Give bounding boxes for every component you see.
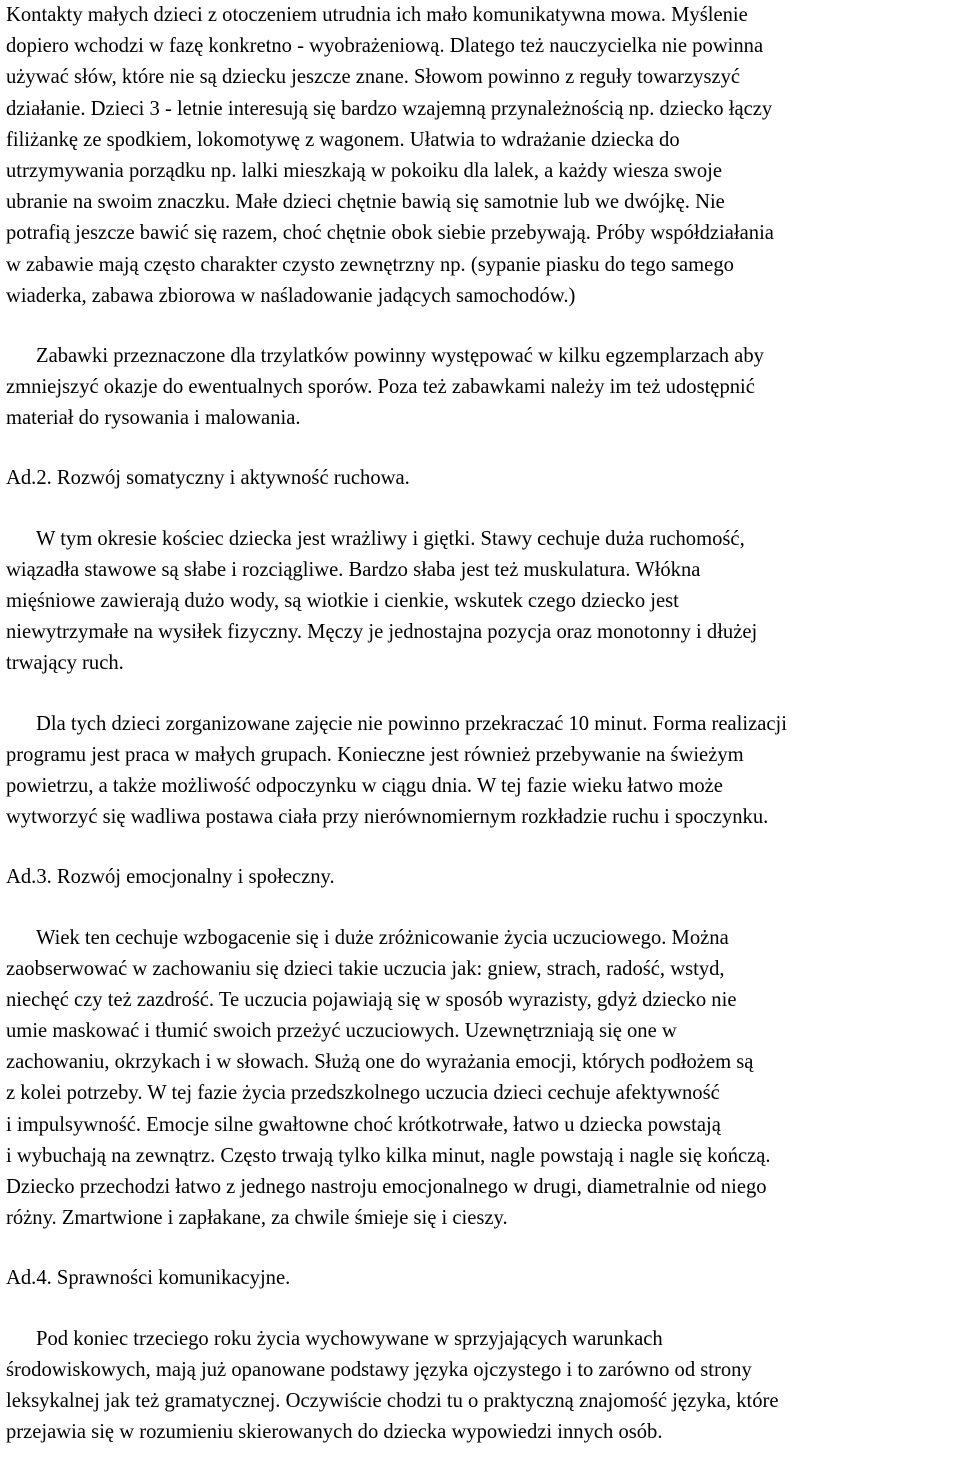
text-line: przejawia się w rozumieniu skierowanych do dziecka wypowiedzi innych osób.	[6, 1421, 663, 1444]
paragraph-1	[6, 0, 958, 312]
section-heading-4: Ad.4. Sprawności komunikacyjne.	[6, 1267, 291, 1290]
paragraph-gap	[6, 894, 958, 923]
paragraph-6	[6, 1324, 958, 1449]
text-line: zaobserwować w zachowaniu się dzieci takie uczucia jak: gniew, strach, radość, wstyd,	[6, 957, 725, 980]
text-line: niewytrzymałe na wysiłek fizyczny. Męczy je jednostajna pozycja oraz monotonny i dłużej	[6, 621, 758, 644]
text-line: środowiskowych, mają już opanowane podstawy języka ojczystego i to zarówno od strony	[6, 1358, 752, 1381]
paragraph-gap	[6, 1295, 958, 1324]
text-line: Pod koniec trzeciego roku życia wychowywane w sprzyjających warunkach	[36, 1327, 663, 1350]
text-line: wiaderka, zabawa zbiorowa w naśladowanie jadących samochodów.)	[6, 284, 576, 307]
text-line: i impulsywność. Emocje silne gwałtowne choć krótkotrwałe, łatwo u dziecka powstają	[6, 1113, 721, 1136]
text-line: filiżankę ze spodkiem, lokomotywę z wagonem. Ułatwia to wdrażanie dziecka do	[6, 128, 680, 151]
text-line: dopiero wchodzi w fazę konkretno - wyobrażeniową. Dlatego też nauczycielka nie powinna	[6, 35, 764, 58]
paragraph-gap	[6, 833, 958, 862]
text-line: z kolei potrzeby. W tej fazie życia przedszkolnego uczucia dzieci cechuje afektywność	[6, 1082, 720, 1105]
text-line: trwający ruch.	[6, 652, 124, 675]
text-line: wiązadła stawowe są słabe i rozciągliwe. Bardzo słaba jest też muskulatura. Włókna	[6, 558, 701, 581]
text-line: Wiek ten cechuje wzbogacenie się i duże zróżnicowanie życia uczuciowego. Można	[36, 926, 729, 949]
text-line: zmniejszyć okazje do ewentualnych sporów. Poza też zabawkami należy im też udostępnić	[6, 376, 755, 399]
text-line: działanie. Dzieci 3 - letnie interesują się bardzo wzajemną przynależnością np. dziecko łączy	[6, 97, 773, 120]
text-line: niechęć czy też zazdrość. Te uczucia pojawiają się w sposób wyrazisty, gdyż dziecko nie	[6, 988, 737, 1011]
text-line: Dla tych dzieci zorganizowane zajęcie nie powinno przekraczać 10 minut. Forma realizacji	[36, 712, 787, 735]
text-line: zachowaniu, okrzykach i w słowach. Służą one do wyrażania emocji, których podłożem są	[6, 1051, 754, 1074]
text-line: umie maskować i tłumić swoich przeżyć uczuciowych. Uzewnętrzniają się one w	[6, 1020, 677, 1043]
text-line: materiał do rysowania i malowania.	[6, 407, 301, 430]
text-line: używać słów, które nie są dziecku jeszcze znane. Słowom powinno z reguły towarzyszyć	[6, 66, 741, 89]
paragraph-gap	[6, 495, 958, 524]
text-line: potrafią jeszcze bawić się razem, choć chętnie obok siebie przebywają. Próby współdziałania	[6, 222, 774, 245]
text-line: mięśniowe zawierają dużo wody, są wiotkie i cienkie, wskutek czego dziecko jest	[6, 590, 679, 612]
text-line: w zabawie mają często charakter czysto zewnętrzny np. (sypanie piasku do tego samego	[6, 253, 734, 276]
paragraph-3	[6, 524, 958, 680]
text-line: W tym okresie kościec dziecka jest wrażliwy i giętki. Stawy cechuje duża ruchomość,	[36, 527, 745, 550]
text-line: utrzymywania porządku np. lalki mieszkają w pokoiku dla lalek, a każdy wiesza swoje	[6, 159, 722, 182]
text-line: ubranie na swoim znaczku. Małe dzieci chętnie bawią się samotnie lub we dwójkę. Nie	[6, 191, 725, 214]
text-line: Zabawki przeznaczone dla trzylatków powinny występować w kilku egzemplarzach aby	[36, 344, 764, 367]
paragraph-4	[6, 709, 958, 834]
text-line: leksykalnej jak też gramatycznej. Oczywiście chodzi tu o praktyczną znajomość języka, które	[6, 1389, 779, 1412]
paragraph-5	[6, 923, 958, 1235]
text-line: Dziecko przechodzi łatwo z jednego nastroju emocjonalnego w drugi, diametralnie od niego	[6, 1176, 767, 1198]
section-heading-2: Ad.2. Rozwój somatyczny i aktywność ruchowa.	[6, 467, 410, 490]
section-heading-3: Ad.3. Rozwój emocjonalny i społeczny.	[6, 866, 335, 889]
text-line: wytworzyć się wadliwa postawa ciała przy nierównomiernym rozkładzie ruchu i spoczynku.	[6, 806, 769, 829]
text-line: powietrzu, a także możliwość odpoczynku w ciągu dnia. W tej fazie wieku łatwo może	[6, 774, 723, 797]
text-line: Kontakty małych dzieci z otoczeniem utrudnia ich mało komunikatywna mowa. Myślenie	[6, 4, 748, 26]
paragraph-gap	[6, 434, 958, 463]
paragraph-gap	[6, 680, 958, 709]
text-line: programu jest praca w małych grupach. Konieczne jest również przebywanie na świeżym	[6, 743, 744, 766]
text-line: różny. Zmartwione i zapłakane, za chwile śmieje się i cieszy.	[6, 1207, 508, 1230]
paragraph-2	[6, 341, 958, 435]
paragraph-gap	[6, 1234, 958, 1263]
text-line: i wybuchają na zewnątrz. Często trwają tylko kilka minut, nagle powstają i nagle się kończą.	[6, 1144, 771, 1167]
paragraph-gap	[6, 312, 958, 341]
document-page	[6, 0, 958, 1448]
